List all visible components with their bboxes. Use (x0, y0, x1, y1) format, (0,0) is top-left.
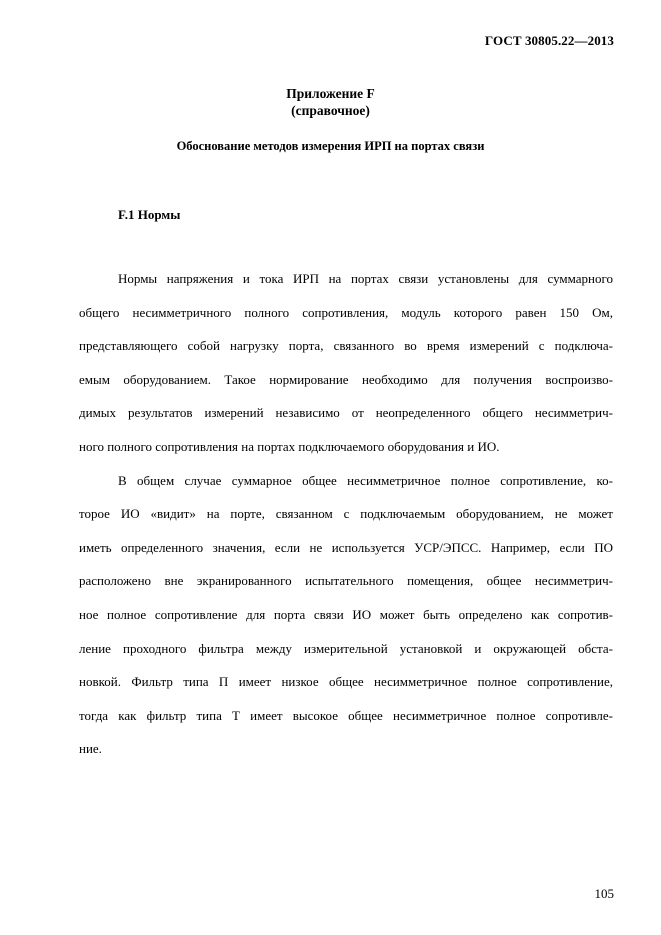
paragraph-1-line: общего несимметричного полного сопротивления, модуль которого равен 150 Ом, (79, 304, 613, 320)
page-number: 105 (594, 886, 614, 901)
paragraph-2-line: ление проходного фильтра между измерительной установкой и окружающей обста- (79, 640, 613, 656)
paragraph-1-line: представляющего собой нагрузку порта, связанного во время измерений с подключа- (79, 338, 613, 354)
paragraph-2-line: ние. (79, 741, 102, 757)
annex-title: Приложение F (286, 86, 375, 101)
paragraph-2-line: торое ИО «видит» на порте, связанном с подключаемым оборудованием, не может (79, 506, 613, 522)
paragraph-1-line: Нормы напряжения и тока ИРП на портах связи установлены для суммарного (118, 271, 613, 286)
paragraph-2-line: иметь определенного значения, если не используется УСР/ЭПСС. Например, если ПО (79, 539, 613, 555)
paragraph-2-line: расположено вне экранированного испытательного помещения, общее несимметрич- (79, 573, 613, 589)
paragraph-2-line: тогда как фильтр типа Т имеет высокое общее несимметричное полное сопротивле- (79, 707, 613, 723)
paragraph-1-line: емым оборудованием. Такое нормирование необходимо для получения воспроизво- (79, 371, 613, 387)
paragraph-1-line: димых результатов измерений независимо от неопределенного общего несимметрич- (79, 405, 613, 421)
paragraph-2-line: ное полное сопротивление для порта связи ИО может быть определено как сопротив- (79, 606, 613, 622)
standard-code: ГОСТ 30805.22—2013 (484, 33, 614, 48)
body-text (79, 268, 613, 772)
annex-title-block (0, 85, 661, 119)
section-title: F.1 Нормы (118, 207, 181, 222)
annex-heading: Обоснование методов измерения ИРП на портах связи (176, 139, 485, 153)
paragraph-2-line: В общем случае суммарное общее несимметричное полное сопротивление, ко- (118, 472, 613, 488)
paragraph-1-line: ного полного сопротивления на портах подключаемого оборудования и ИО. (79, 438, 500, 454)
annex-status: (справочное) (291, 103, 370, 118)
paragraph-2-line: новкой. Фильтр типа П имеет низкое общее несимметричное полное сопротивление, (79, 674, 613, 690)
